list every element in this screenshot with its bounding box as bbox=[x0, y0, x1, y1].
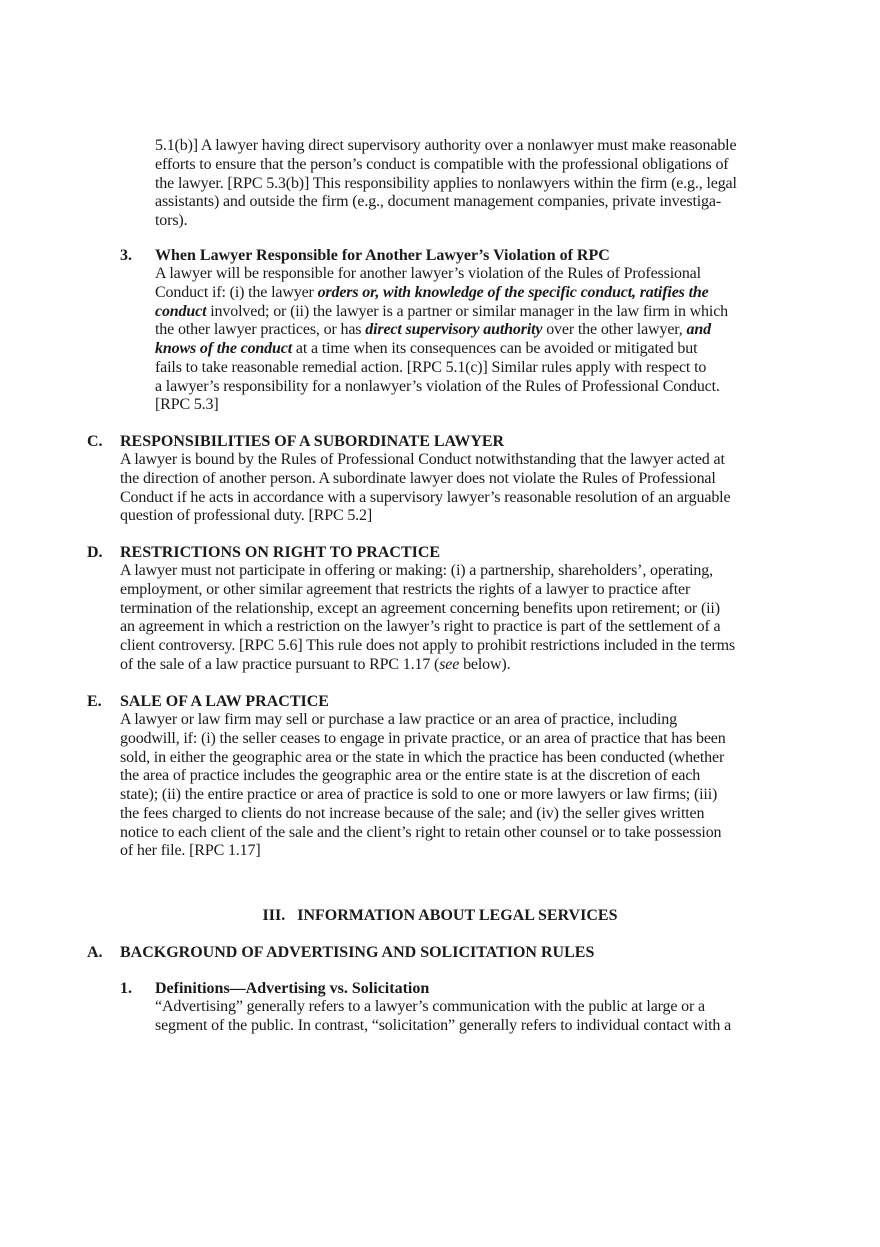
section-d bbox=[120, 543, 735, 675]
text-run: sold, in either the geographic area or the state in which the practice has been conducted (whether bbox=[120, 748, 725, 766]
text-run: the fees charged to clients do not increase because of the sale; and (iv) the seller gives written bbox=[120, 804, 705, 822]
text-line bbox=[155, 396, 728, 415]
text-run: involved; or (ii) the lawyer is a partner or similar manager in the law firm in which bbox=[206, 302, 729, 320]
section-e-label: E. bbox=[87, 693, 102, 710]
text-line bbox=[120, 507, 730, 526]
text-line bbox=[155, 998, 731, 1017]
section-e bbox=[120, 692, 726, 861]
text-run: [RPC 5.3] bbox=[155, 396, 219, 414]
text-line bbox=[120, 730, 726, 749]
emphasis-text: direct supervisory authority bbox=[365, 321, 543, 339]
text-run: tors). bbox=[155, 212, 188, 229]
item-3-body bbox=[155, 265, 728, 415]
section-c-heading: RESPONSIBILITIES OF A SUBORDINATE LAWYER bbox=[120, 433, 505, 450]
text-line bbox=[155, 265, 728, 284]
text-run: below). bbox=[459, 655, 511, 673]
continuation-paragraph bbox=[155, 137, 737, 231]
item-1 bbox=[155, 979, 731, 1036]
emphasis-text: orders or, with knowledge of the specific conduct, ratifies the bbox=[317, 283, 709, 301]
text-line bbox=[120, 451, 730, 470]
text-line bbox=[120, 842, 726, 861]
text-line bbox=[155, 212, 737, 231]
text-line bbox=[120, 618, 735, 637]
text-run: an agreement in which a restriction on the lawyer’s right to practice is part of the settlement of a bbox=[120, 618, 721, 636]
text-line bbox=[155, 359, 728, 378]
text-run: A lawyer must not participate in offering or making: (i) a partnership, shareholders’, operating, bbox=[120, 562, 713, 579]
section-a-heading: BACKGROUND OF ADVERTISING AND SOLICITATION RULES bbox=[120, 944, 595, 961]
text-line bbox=[155, 340, 728, 359]
item-3-heading: When Lawyer Responsible for Another Lawyer’s Violation of RPC bbox=[155, 247, 610, 264]
text-run: A lawyer is bound by the Rules of Professional Conduct notwithstanding that the lawyer acted at bbox=[120, 451, 725, 468]
text-run: client controversy. [RPC 5.6] This rule does not apply to prohibit restrictions included in the terms bbox=[120, 637, 735, 654]
text-line bbox=[155, 137, 737, 156]
text-run: notice to each client of the sale and the client’s right to retain other counsel or to take possession bbox=[120, 823, 722, 841]
text-line bbox=[155, 175, 737, 194]
item-3 bbox=[155, 246, 728, 415]
text-run: “Advertising” generally refers to a lawyer’s communication with the public at large or a bbox=[155, 998, 706, 1015]
text-run: segment of the public. In contrast, “solicitation” generally refers to individual contact with a bbox=[155, 1016, 732, 1034]
section-c-label: C. bbox=[87, 433, 103, 450]
section-c-body bbox=[120, 451, 730, 526]
text-run: of the sale of a law practice pursuant to RPC 1.17 ( bbox=[120, 655, 440, 673]
text-line bbox=[120, 637, 735, 656]
text-run: at a time when its consequences can be avoided or mitigated but bbox=[292, 340, 698, 357]
text-run: the direction of another person. A subordinate lawyer does not violate the Rules of Professional bbox=[120, 469, 716, 487]
text-run: a lawyer’s responsibility for a nonlawyer’s violation of the Rules of Professional Conduct. bbox=[155, 377, 720, 395]
section-d-body bbox=[120, 562, 735, 675]
part-iii-heading: III. INFORMATION ABOUT LEGAL SERVICES bbox=[262, 907, 618, 924]
text-line bbox=[120, 489, 730, 508]
section-e-heading: SALE OF A LAW PRACTICE bbox=[120, 693, 329, 710]
emphasis-text: conduct bbox=[155, 302, 207, 320]
text-line bbox=[120, 786, 726, 805]
text-line bbox=[120, 824, 726, 843]
text-run: the lawyer. [RPC 5.3(b)] This responsibility applies to nonlawyers within the firm (e.g., legal bbox=[155, 174, 737, 192]
section-a-label: A. bbox=[87, 944, 103, 961]
section-c bbox=[120, 432, 730, 526]
item-1-body bbox=[155, 998, 731, 1036]
section-d-heading: RESTRICTIONS ON RIGHT TO PRACTICE bbox=[120, 544, 441, 561]
text-line bbox=[155, 193, 737, 212]
text-run: A lawyer or law firm may sell or purchase a law practice or an area of practice, including bbox=[120, 711, 677, 728]
text-line bbox=[155, 378, 728, 397]
text-run: goodwill, if: (i) the seller ceases to engage in private practice, or an area of practice that has been bbox=[120, 729, 726, 747]
text-run: over the other lawyer, bbox=[542, 321, 687, 339]
emphasis-text: and bbox=[686, 321, 711, 339]
text-line bbox=[155, 284, 728, 303]
text-run: state); (ii) the entire practice or area of practice is sold to one or more lawyers or law firms; (iii) bbox=[120, 786, 718, 803]
text-line bbox=[120, 805, 726, 824]
text-line bbox=[120, 562, 735, 581]
text-line bbox=[120, 581, 735, 600]
text-line bbox=[120, 470, 730, 489]
text-line bbox=[120, 711, 726, 730]
text-run: of her file. [RPC 1.17] bbox=[120, 842, 261, 860]
text-line bbox=[155, 156, 737, 175]
text-line bbox=[155, 303, 728, 322]
text-line bbox=[120, 767, 726, 786]
italic-text: see bbox=[439, 655, 460, 673]
text-run: termination of the relationship, except an agreement concerning benefits upon retirement; or (ii) bbox=[120, 599, 720, 617]
section-d-label: D. bbox=[87, 544, 103, 561]
text-run: the other lawyer practices, or has bbox=[155, 321, 366, 339]
text-run: efforts to ensure that the person’s conduct is compatible with the professional obligations of bbox=[155, 155, 729, 173]
item-3-label: 3. bbox=[120, 247, 132, 264]
emphasis-text: knows of the conduct bbox=[155, 340, 293, 357]
text-run: 5.1(b)] A lawyer having direct supervisory authority over a nonlawyer must make reasonable bbox=[155, 137, 737, 154]
text-line bbox=[120, 600, 735, 619]
text-line bbox=[120, 749, 726, 768]
text-line bbox=[155, 321, 728, 340]
item-1-label: 1. bbox=[120, 980, 132, 997]
text-run: assistants) and outside the firm (e.g., document management companies, private investiga- bbox=[155, 193, 722, 211]
text-run: employment, or other similar agreement that restricts the rights of a lawyer to practice after bbox=[120, 580, 691, 598]
text-run: Conduct if he acts in accordance with a supervisory lawyer’s reasonable resolution of an arguable bbox=[120, 488, 731, 506]
section-e-body bbox=[120, 711, 726, 861]
text-run: fails to take reasonable remedial action. [RPC 5.1(c)] Similar rules apply with respect to bbox=[155, 358, 707, 376]
text-run: question of professional duty. [RPC 5.2] bbox=[120, 507, 373, 525]
item-1-heading: Definitions—Advertising vs. Solicitation bbox=[155, 980, 430, 997]
text-line bbox=[120, 656, 735, 675]
text-run: Conduct if: (i) the lawyer bbox=[155, 283, 318, 301]
text-run: A lawyer will be responsible for another lawyer’s violation of the Rules of Professional bbox=[155, 265, 701, 282]
text-run: the area of practice includes the geographic area or the entire state is at the discretion of each bbox=[120, 767, 701, 785]
text-line bbox=[155, 1017, 731, 1036]
